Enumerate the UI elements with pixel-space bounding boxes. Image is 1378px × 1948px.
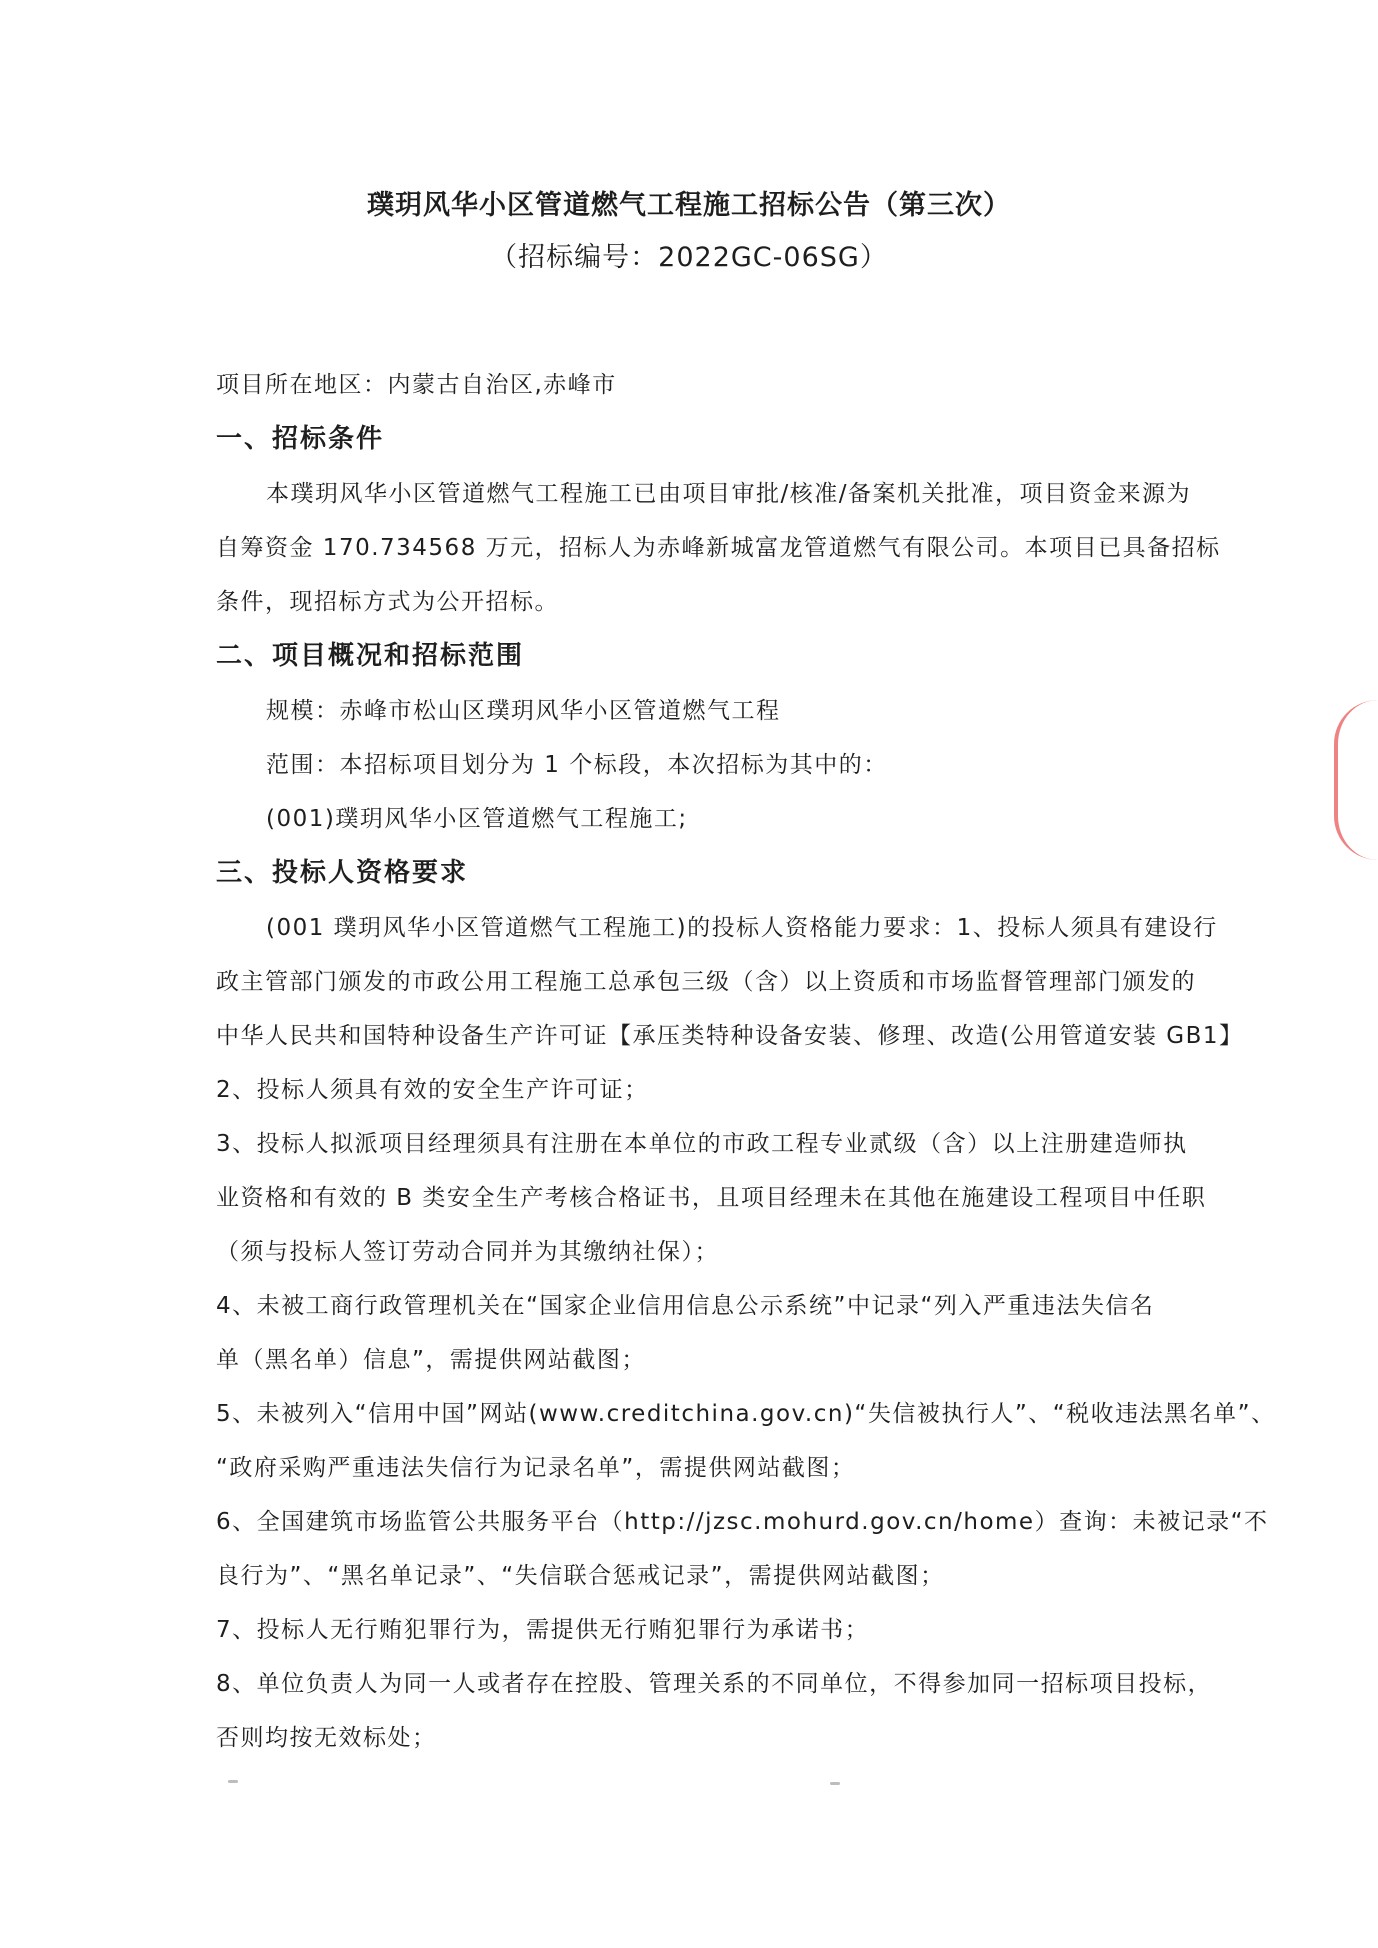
section3-line: 单（黑名单）信息”，需提供网站截图； (216, 1347, 646, 1373)
section3-line: “政府采购严重违法失信行为记录名单”，需提供网站截图； (216, 1455, 856, 1481)
scan-speck (830, 1782, 840, 1785)
section3-heading: 三、投标人资格要求 (216, 858, 469, 888)
scan-speck (228, 1780, 238, 1783)
section3-line: 6、全国建筑市场监管公共服务平台（http://jzsc.mohurd.gov.cn/home）查询：未被记录“不 (216, 1509, 1269, 1535)
section2-line: 规模：赤峰市松山区璞玥风华小区管道燃气工程 (266, 698, 781, 724)
section3-line: 2、投标人须具有效的安全生产许可证； (216, 1077, 649, 1103)
tender-code: （招标编号：2022GC-06SG） (490, 242, 888, 273)
section3-line: 业资格和有效的 B 类安全生产考核合格证书，且项目经理未在其他在施建设工程项目中任职 (216, 1185, 1207, 1211)
section1-line: 本璞玥风华小区管道燃气工程施工已由项目审批/核准/备案机关批准，项目资金来源为 (266, 481, 1191, 507)
section3-line: 否则均按无效标处； (216, 1725, 437, 1751)
section1-line: 自筹资金 170.734568 万元，招标人为赤峰新城富龙管道燃气有限公司。本项目已具备招标 (216, 535, 1221, 561)
section3-line: 8、单位负责人为同一人或者存在控股、管理关系的不同单位，不得参加同一招标项目投标， (216, 1671, 1213, 1697)
section2-line: 范围：本招标项目划分为 1 个标段，本次招标为其中的： (266, 752, 888, 778)
section2-line: (001)璞玥风华小区管道燃气工程施工; (266, 806, 688, 832)
section3-line: 政主管部门颁发的市政公用工程施工总承包三级（含）以上资质和市场监督管理部门颁发的 (216, 969, 1196, 995)
section3-line: 3、投标人拟派项目经理须具有注册在本单位的市政工程专业贰级（含）以上注册建造师执 (216, 1131, 1188, 1157)
section3-line: 5、未被列入“信用中国”网站(www.creditchina.gov.cn)“失信被执行人”、“税收违法黑名单”、 (216, 1401, 1276, 1427)
section2-heading: 二、项目概况和招标范围 (216, 641, 525, 671)
partial-seal-mark (1334, 700, 1378, 860)
section3-line: （须与投标人签订劳动合同并为其缴纳社保）； (216, 1239, 719, 1265)
section1-heading: 一、招标条件 (216, 424, 385, 454)
section3-line: 良行为”、“黑名单记录”、“失信联合惩戒记录”，需提供网站截图； (216, 1563, 945, 1589)
document-title: 璞玥风华小区管道燃气工程施工招标公告（第三次） (367, 190, 1011, 221)
section3-line: 4、未被工商行政管理机关在“国家企业信用信息公示系统”中记录“列入严重违法失信名 (216, 1293, 1155, 1319)
section3-line: 中华人民共和国特种设备生产许可证【承压类特种设备安装、修理、改造(公用管道安装 GB1】 (216, 1023, 1244, 1049)
project-location: 项目所在地区：内蒙古自治区,赤峰市 (216, 372, 617, 398)
section3-line: (001 璞玥风华小区管道燃气工程施工)的投标人资格能力要求：1、投标人须具有建设行 (266, 915, 1218, 941)
section3-line: 7、投标人无行贿犯罪行为，需提供无行贿犯罪行为承诺书； (216, 1617, 870, 1643)
section1-line: 条件，现招标方式为公开招标。 (216, 589, 559, 615)
